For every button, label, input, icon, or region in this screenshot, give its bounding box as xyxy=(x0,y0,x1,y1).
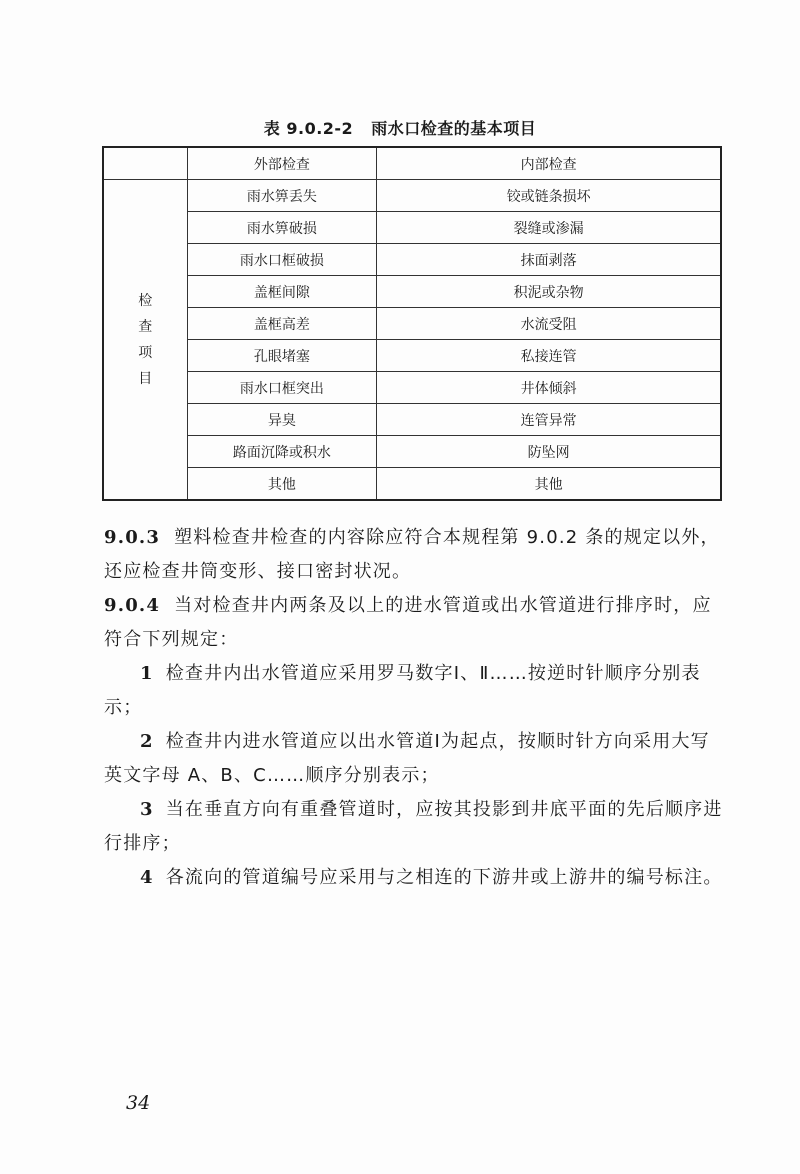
item-number: 1 xyxy=(140,663,154,684)
table-caption-title: 雨水口检查的基本项目 xyxy=(371,119,537,138)
cell-internal: 防坠网 xyxy=(377,436,721,468)
clause-number: 9.0.3 xyxy=(104,527,161,548)
table-row xyxy=(103,276,721,308)
cell-internal: 积泥或杂物 xyxy=(377,276,721,308)
cell-internal: 私接连管 xyxy=(377,340,721,372)
clause-item-2 xyxy=(104,725,724,793)
item-text: 各流向的管道编号应采用与之相连的下游井或上游井的编号标注。 xyxy=(165,867,723,888)
clause-item-4 xyxy=(104,861,724,895)
item-text: 检查井内进水管道应以出水管道Ⅰ为起点，按顺时针方向采用大写英文字母 A、B、C……顺序分别表示； xyxy=(104,731,710,786)
table-row xyxy=(103,340,721,372)
item-number: 4 xyxy=(140,867,154,888)
item-number: 3 xyxy=(140,799,154,820)
cell-external: 盖框间隙 xyxy=(187,276,377,308)
clause-number: 9.0.4 xyxy=(104,595,161,616)
table-header-internal: 内部检查 xyxy=(377,147,721,180)
cell-internal: 井体倾斜 xyxy=(377,372,721,404)
cell-internal: 铰或链条损坏 xyxy=(377,180,721,212)
cell-external: 盖框高差 xyxy=(187,308,377,340)
cell-external: 其他 xyxy=(187,468,377,501)
table-row xyxy=(103,308,721,340)
table-header-corner xyxy=(103,147,187,180)
table-caption xyxy=(0,116,800,139)
cell-internal: 其他 xyxy=(377,468,721,501)
table-caption-number: 表 9.0.2-2 xyxy=(263,119,354,138)
cell-internal: 连管异常 xyxy=(377,404,721,436)
clause-item-3 xyxy=(104,793,724,861)
table-row xyxy=(103,404,721,436)
clause-text: 塑料检查井检查的内容除应符合本规程第 9.0.2 条的规定以外，还应检查井筒变形、接口密封状况。 xyxy=(104,527,720,582)
cell-internal: 裂缝或渗漏 xyxy=(377,212,721,244)
page-number: 34 xyxy=(126,1092,151,1114)
clause-9-0-4 xyxy=(104,589,724,657)
table-row xyxy=(103,180,721,212)
cell-internal: 水流受阻 xyxy=(377,308,721,340)
table-row xyxy=(103,244,721,276)
inspection-items-table xyxy=(102,146,722,501)
cell-external: 雨水箅破损 xyxy=(187,212,377,244)
cell-internal: 抹面剥落 xyxy=(377,244,721,276)
table-header-row xyxy=(103,147,721,180)
table-row xyxy=(103,372,721,404)
clause-9-0-3 xyxy=(104,521,724,589)
table-row xyxy=(103,212,721,244)
clause-text: 当对检查井内两条及以上的进水管道或出水管道进行排序时，应符合下列规定： xyxy=(104,595,712,650)
cell-external: 异臭 xyxy=(187,404,377,436)
item-text: 当在垂直方向有重叠管道时，应按其投影到井底平面的先后顺序进行排序； xyxy=(104,799,723,854)
row-group-char: 目 xyxy=(138,370,153,387)
item-number: 2 xyxy=(140,731,154,752)
cell-external: 雨水口框突出 xyxy=(187,372,377,404)
row-group-char: 项 xyxy=(138,344,153,361)
row-group-char: 查 xyxy=(138,318,153,335)
table-row xyxy=(103,436,721,468)
cell-external: 路面沉降或积水 xyxy=(187,436,377,468)
row-group-char: 检 xyxy=(138,292,153,309)
table-header-external: 外部检查 xyxy=(187,147,377,180)
cell-external: 雨水口框破损 xyxy=(187,244,377,276)
clause-item-1 xyxy=(104,657,724,725)
table-row xyxy=(103,468,721,501)
item-text: 检查井内出水管道应采用罗马数字Ⅰ、Ⅱ……按逆时针顺序分别表示； xyxy=(104,663,701,718)
row-group-label xyxy=(103,180,187,501)
cell-external: 雨水箅丢失 xyxy=(187,180,377,212)
cell-external: 孔眼堵塞 xyxy=(187,340,377,372)
